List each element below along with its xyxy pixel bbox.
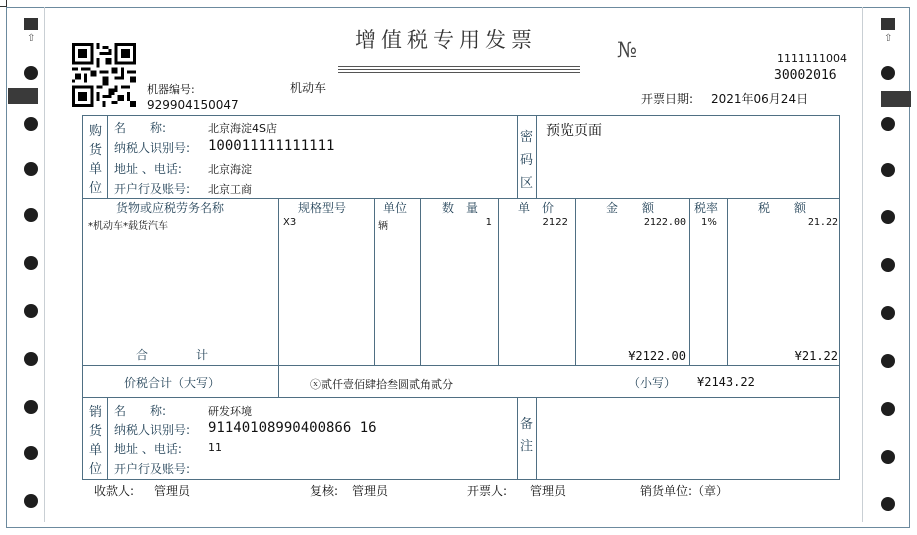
feed-hole-icon bbox=[24, 256, 38, 270]
total-amount: ¥2122.00 bbox=[628, 349, 686, 363]
divider-total bbox=[82, 397, 840, 398]
divider-items bbox=[82, 365, 840, 366]
feed-hole-icon bbox=[881, 402, 895, 416]
feed-hole-icon bbox=[24, 304, 38, 318]
invoice-code: 1111111004 bbox=[777, 52, 847, 65]
table-border-right bbox=[839, 115, 840, 480]
buyer-name: 北京海淀4S店 bbox=[208, 122, 277, 135]
feed-hole-icon bbox=[881, 306, 895, 320]
footer-reviewer-label: 复核: bbox=[310, 484, 339, 498]
feed-hole-icon bbox=[881, 210, 895, 224]
invoice-number: 30002016 bbox=[774, 68, 837, 83]
buyer-address: 北京海淀 bbox=[208, 163, 252, 176]
feed-hole-icon bbox=[24, 446, 38, 460]
col-header-name: 货物或应税劳务名称 bbox=[116, 201, 225, 215]
seller-label-divider bbox=[107, 397, 108, 479]
title-underline bbox=[338, 66, 580, 67]
col-header-tax: 税 额 bbox=[758, 201, 807, 215]
table-border-left bbox=[82, 115, 83, 480]
machine-no: 929904150047 bbox=[147, 98, 239, 112]
left-perforation-line bbox=[44, 7, 45, 522]
seller-name-label: 名 称: bbox=[114, 404, 167, 418]
number-symbol: № bbox=[617, 38, 637, 62]
footer-payee: 管理员 bbox=[154, 484, 191, 498]
seller-tax-id: 91140108990400866 16 bbox=[208, 420, 377, 436]
grand-total-label: 价税合计（大写） bbox=[124, 376, 221, 390]
col-header-amount: 金 额 bbox=[606, 201, 655, 215]
remarks-label: 备 注 bbox=[520, 417, 534, 454]
buyer-bank: 北京工商 bbox=[208, 183, 252, 196]
right-arrow-icon: ⇧ bbox=[884, 33, 893, 44]
issue-date: 2021年06月24日 bbox=[711, 92, 809, 106]
remarks-divider-right bbox=[536, 397, 537, 479]
password-divider-left bbox=[517, 115, 518, 198]
right-feed-block bbox=[881, 91, 911, 107]
table-border-bottom bbox=[82, 479, 840, 480]
item-price: 2122 bbox=[542, 217, 568, 228]
feed-hole-icon bbox=[881, 117, 895, 131]
left-arrow-icon: ⇧ bbox=[27, 33, 36, 44]
seller-bank-label: 开户行及账号: bbox=[114, 462, 191, 476]
feed-hole-icon bbox=[881, 258, 895, 272]
seller-tax-id-label: 纳税人识别号: bbox=[114, 423, 191, 437]
buyer-name-label: 名 称: bbox=[114, 121, 167, 135]
remarks-divider-left bbox=[517, 397, 518, 479]
buyer-tax-id: 100011111111111 bbox=[208, 138, 335, 154]
feed-hole-icon bbox=[24, 162, 38, 176]
password-zone-label: 密 码 区 bbox=[520, 130, 534, 191]
feed-hole-icon bbox=[24, 494, 38, 508]
col-header-price: 单 价 bbox=[518, 201, 555, 215]
footer-seller-seal: 销货单位:（章） bbox=[640, 484, 729, 498]
col-header-qty: 数 量 bbox=[442, 201, 479, 215]
feed-hole-icon bbox=[24, 208, 38, 222]
item-unit: 辆 bbox=[378, 221, 388, 232]
feed-hole-icon bbox=[881, 163, 895, 177]
feed-hole-icon bbox=[24, 117, 38, 131]
seller-address-label: 地址 、电话: bbox=[114, 442, 182, 456]
item-tax-rate: 1% bbox=[701, 217, 717, 228]
seller-address: 11 bbox=[208, 441, 222, 454]
feed-hole-icon bbox=[24, 66, 38, 80]
buyer-bank-label: 开户行及账号: bbox=[114, 182, 191, 196]
title-underline bbox=[338, 72, 580, 73]
corner-mark bbox=[0, 0, 7, 7]
grand-total-small-value: ¥2143.22 bbox=[697, 375, 755, 389]
col-header-tax-rate: 税率 bbox=[694, 201, 719, 215]
feed-hole-icon bbox=[881, 66, 895, 80]
feed-hole-icon bbox=[24, 400, 38, 414]
feed-hole-icon bbox=[881, 497, 895, 511]
item-tax: 21.22 bbox=[807, 217, 838, 228]
item-name: *机动车*载货汽车 bbox=[88, 221, 168, 232]
buyer-section-label: 购 货 单 位 bbox=[89, 124, 103, 196]
seller-name: 研发环境 bbox=[208, 405, 252, 418]
col-header-unit: 单位 bbox=[383, 201, 408, 215]
feed-hole-icon bbox=[881, 450, 895, 464]
col-divider-name bbox=[278, 198, 279, 398]
col-divider-amount bbox=[689, 198, 690, 365]
feed-hole-icon bbox=[24, 352, 38, 366]
col-divider-spec bbox=[374, 198, 375, 365]
right-top-marker-icon bbox=[881, 18, 895, 30]
feed-hole-icon bbox=[881, 354, 895, 368]
buyer-tax-id-label: 纳税人识别号: bbox=[114, 141, 191, 155]
left-feed-block bbox=[8, 88, 38, 104]
password-divider-right bbox=[536, 115, 537, 198]
right-perforation-line bbox=[862, 7, 863, 522]
invoice-type: 机动车 bbox=[290, 81, 327, 95]
seller-section-label: 销 货 单 位 bbox=[89, 405, 103, 477]
invoice-title: 增值税专用发票 bbox=[355, 28, 537, 52]
buyer-address-label: 地址 、电话: bbox=[114, 162, 182, 176]
grand-total-small-label: （小写） bbox=[628, 376, 677, 390]
qr-code-icon bbox=[72, 43, 136, 107]
buyer-label-divider bbox=[107, 115, 108, 198]
password-zone-content: 预览页面 bbox=[546, 123, 602, 139]
grand-total-upper: ⓧ贰仟壹佰肆拾叁圆贰角贰分 bbox=[310, 378, 453, 391]
footer-issuer-label: 开票人: bbox=[467, 484, 508, 498]
footer-issuer: 管理员 bbox=[530, 484, 567, 498]
machine-no-label: 机器编号: bbox=[147, 83, 195, 96]
item-spec: X3 bbox=[283, 217, 297, 228]
total-tax: ¥21.22 bbox=[794, 349, 838, 363]
footer-reviewer: 管理员 bbox=[352, 484, 389, 498]
total-label: 合 计 bbox=[136, 348, 209, 362]
col-header-spec: 规格型号 bbox=[298, 201, 347, 215]
item-qty: 1 bbox=[485, 217, 492, 228]
footer-payee-label: 收款人: bbox=[94, 484, 135, 498]
issue-date-label: 开票日期: bbox=[641, 92, 694, 106]
item-amount: 2122.00 bbox=[643, 217, 686, 228]
title-underline bbox=[338, 69, 580, 70]
table-border-top bbox=[82, 115, 840, 116]
left-top-marker-icon bbox=[24, 18, 38, 30]
